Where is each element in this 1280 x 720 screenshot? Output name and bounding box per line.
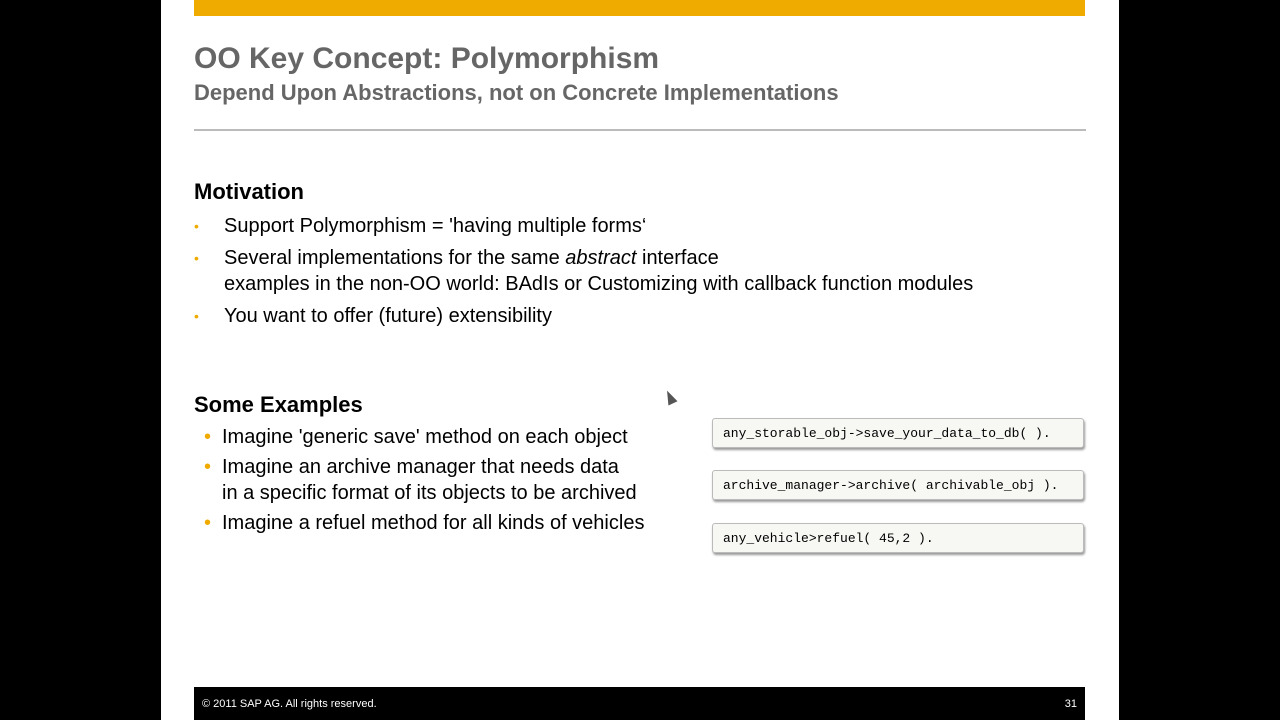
bullet-icon: • (194, 250, 199, 266)
code-box: any_vehicle>refuel( 45,2 ). (712, 523, 1084, 553)
item-text: Several implementations for the same (224, 247, 566, 269)
item-text: examples in the non-OO world: BAdIs or Customizing with callback function modules (224, 273, 974, 295)
examples-heading: Some Examples (194, 392, 363, 417)
page-number: 31 (1064, 698, 1077, 710)
item-text: Imagine 'generic save' method on each object (222, 426, 628, 448)
slide-title: OO Key Concept: Polymorphism (194, 42, 660, 75)
code-box: archive_manager->archive( archivable_obj ). (712, 470, 1084, 500)
bullet-icon: • (194, 308, 199, 324)
list-item (194, 424, 644, 450)
code-box: any_storable_obj->save_your_data_to_db( ). (712, 418, 1084, 448)
motivation-heading: Motivation (194, 179, 304, 204)
slide-subtitle: Depend Upon Abstractions, not on Concrete Implementations (194, 80, 839, 105)
list-item (194, 245, 973, 297)
slide (161, 0, 1119, 720)
list-item (194, 213, 973, 239)
item-emphasis: abstract (565, 247, 637, 269)
bullet-icon: • (194, 218, 199, 234)
accent-bar (194, 0, 1085, 16)
footer (194, 687, 1085, 720)
list-item (194, 510, 644, 536)
bullet-icon: • (204, 426, 212, 448)
item-text: You want to offer (future) extensibility (224, 305, 552, 327)
examples-list (194, 424, 644, 540)
item-text: Support Polymorphism = 'having multiple forms‘ (224, 215, 647, 237)
motivation-list (194, 213, 973, 335)
item-text: interface (636, 247, 719, 269)
list-item (194, 303, 973, 329)
bullet-icon: • (204, 456, 212, 478)
divider (194, 129, 1086, 131)
list-item (194, 454, 644, 506)
item-text: Imagine an archive manager that needs data (222, 456, 619, 478)
copyright: © 2011 SAP AG. All rights reserved. (202, 698, 377, 710)
item-text: in a specific format of its objects to be archived (222, 482, 637, 504)
bullet-icon: • (204, 512, 212, 534)
item-text: Imagine a refuel method for all kinds of vehicles (222, 512, 645, 534)
